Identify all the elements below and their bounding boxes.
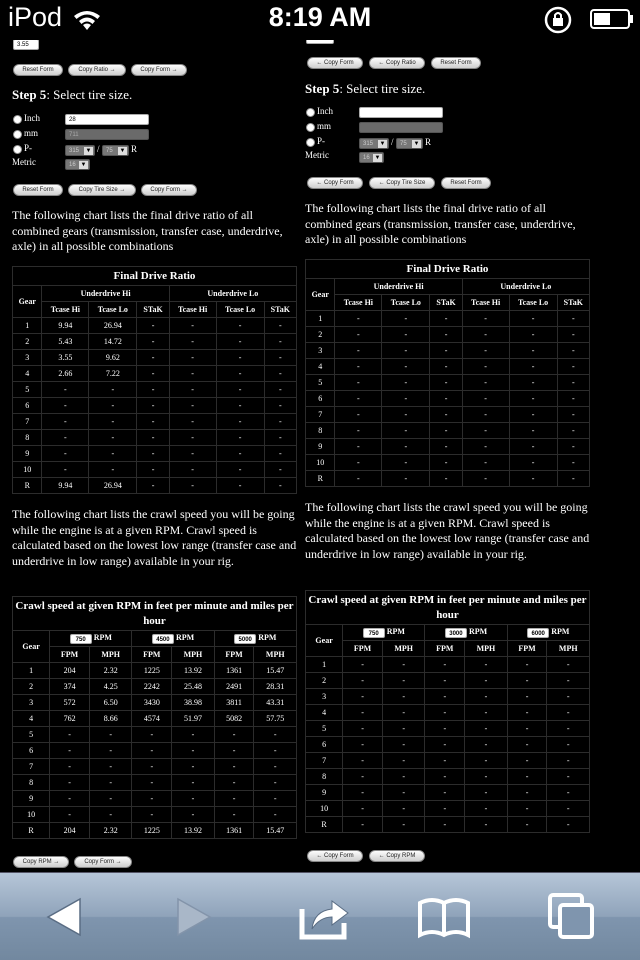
mm-label: mm: [24, 128, 39, 138]
slash-separator: /: [391, 137, 394, 147]
gear-header: Gear: [13, 631, 50, 663]
final-drive-description-right: The following chart lists the final drive ratio of all combined gears (transmission, transfer case, underdrive, axle) in all possible combinations: [305, 201, 576, 246]
column-headers: FPM MPH FPM MPH FPM MPH: [13, 647, 297, 663]
mm-radio-right[interactable]: [306, 123, 315, 132]
p-metric-radio[interactable]: [13, 145, 22, 154]
copy-form-left-button-2[interactable]: ← Copy Form: [307, 177, 363, 189]
table-row: R - - - - - -: [306, 817, 590, 833]
copy-rpm-left-button[interactable]: ← Copy RPM: [369, 850, 425, 862]
copy-form-button-3[interactable]: Copy Form →: [74, 856, 132, 868]
inch-label: Inch: [317, 106, 333, 116]
step5-heading: Step 5: Select tire size.: [12, 87, 133, 102]
rpm-input[interactable]: 6000: [527, 628, 549, 638]
table-row: 10 - - - - - -: [13, 807, 297, 823]
copy-form-button[interactable]: Copy Form →: [131, 64, 187, 76]
final-drive-description: The following chart lists the final drive ratio of all combined gears (transmission, transfer case, underdrive, axle) in all possible combinations: [12, 208, 283, 253]
rpm-input[interactable]: 750: [70, 634, 92, 644]
copy-ratio-left-button[interactable]: ← Copy Ratio: [369, 57, 425, 69]
table-row: 6 - - - - - -: [13, 398, 297, 414]
mm-label: mm: [317, 121, 332, 131]
table-row: 8 - - - - - -: [306, 769, 590, 785]
column-headers: Tcase Hi Tcase Lo STaK Tcase Hi Tcase Lo STaK: [13, 302, 297, 318]
table-row: 10 - - - - - -: [306, 801, 590, 817]
inch-radio-right[interactable]: [306, 108, 315, 117]
crawl-speed-description: The following chart lists the crawl speed you will be going while the engine is at a given RPM. Crawl speed is calculated based on the lowest low range (transfer case and underdrive in low range) available in your rig.: [12, 507, 297, 568]
table-row: 7 - - - - - -: [306, 407, 590, 423]
table-row: 4 2.66 7.22 - - - -: [13, 366, 297, 382]
table-row: 5 - - - - - -: [306, 721, 590, 737]
table-row: 3 3.55 9.62 - - - -: [13, 350, 297, 366]
rotation-lock-icon: [543, 5, 573, 35]
group-header: Underdrive Lo: [462, 279, 589, 295]
table-row: 1 - - - - - -: [306, 311, 590, 327]
tabs-icon[interactable]: [542, 887, 602, 947]
mm-field-right[interactable]: [359, 122, 443, 133]
rpm-header: 6000 RPM: [507, 625, 589, 641]
inch-field-right[interactable]: [359, 107, 443, 118]
table-row: 3 - - - - - -: [306, 689, 590, 705]
table-row: 8 - - - - - -: [13, 430, 297, 446]
table-row: 5 - - - - - -: [13, 382, 297, 398]
mm-radio[interactable]: [13, 130, 22, 139]
rpm-header: 4500 RPM: [132, 631, 214, 647]
table-row: 4 - - - - - -: [306, 359, 590, 375]
tire-width-select-right[interactable]: 315 ▼: [359, 138, 389, 149]
forward-icon[interactable]: [162, 887, 222, 947]
rim-select-right[interactable]: 16 ▼: [359, 152, 384, 163]
table-row: 1 9.94 26.94 - - - -: [13, 318, 297, 334]
table-row: 6 - - - - - -: [306, 391, 590, 407]
table-row: R 204 2.32 1225 13.92 1361 15.47: [13, 823, 297, 839]
browser-toolbar: [0, 872, 640, 960]
table-row: 6 - - - - - -: [306, 737, 590, 753]
axle-ratio-field-right[interactable]: [306, 40, 334, 44]
column-headers: Tcase Hi Tcase Lo STaK Tcase Hi Tcase Lo STaK: [306, 295, 590, 311]
rpm-input[interactable]: 4500: [152, 634, 174, 644]
group-header: Underdrive Hi: [42, 286, 169, 302]
slash-separator: /: [97, 144, 100, 154]
table-row: 10 - - - - - -: [13, 462, 297, 478]
copy-ratio-button[interactable]: Copy Ratio →: [68, 64, 126, 76]
table-row: 9 - - - - - -: [306, 785, 590, 801]
copy-form-button-2[interactable]: Copy Form →: [141, 184, 197, 196]
table-row: 3 - - - - - -: [306, 343, 590, 359]
table-title: Crawl speed at given RPM in feet per minute and miles per hour: [13, 597, 297, 631]
back-icon[interactable]: [34, 887, 94, 947]
crawl-speed-description-right: The following chart lists the crawl speed you will be going while the engine is at a given RPM. Crawl speed is calculated based on the lowest low range (transfer case and underdrive in low range) available in your rig.: [305, 500, 590, 561]
table-row: 2 374 4.25 2242 25.48 2491 28.31: [13, 679, 297, 695]
table-row: 9 - - - - - -: [13, 446, 297, 462]
table-row: 5 - - - - - -: [13, 727, 297, 743]
table-title: Final Drive Ratio: [306, 260, 590, 279]
rim-select[interactable]: 16 ▼: [65, 159, 90, 170]
inch-label: Inch: [24, 113, 40, 123]
final-drive-table-right: [305, 259, 590, 487]
table-row: 4 - - - - - -: [306, 705, 590, 721]
step5-heading-right: Step 5: Select tire size.: [305, 81, 426, 96]
gear-header: Gear: [306, 625, 343, 657]
table-title: Final Drive Ratio: [13, 267, 297, 286]
table-row: 2 - - - - - -: [306, 327, 590, 343]
table-row: 8 - - - - - -: [306, 423, 590, 439]
table-row: 3 572 6.50 3430 38.98 3811 43.31: [13, 695, 297, 711]
reset-form-button-right[interactable]: Reset Form: [431, 57, 481, 69]
table-row: 9 - - - - - -: [13, 791, 297, 807]
table-row: 10 - - - - - -: [306, 455, 590, 471]
mm-field[interactable]: 711: [65, 129, 149, 140]
table-row: 8 - - - - - -: [13, 775, 297, 791]
tire-aspect-select[interactable]: 75 ▼: [102, 145, 129, 156]
p-metric-radio-right[interactable]: [306, 138, 315, 147]
table-row: 1 204 2.32 1225 13.92 1361 15.47: [13, 663, 297, 679]
reset-form-button-right-2[interactable]: Reset Form: [441, 177, 491, 189]
table-title: Crawl speed at given RPM in feet per minute and miles per hour: [306, 591, 590, 625]
tire-aspect-select-right[interactable]: 75 ▼: [396, 138, 423, 149]
axle-ratio-field[interactable]: 3.55: [13, 40, 39, 50]
gear-header: Gear: [306, 279, 335, 311]
table-row: R 9.94 26.94 - - - -: [13, 478, 297, 494]
web-content[interactable]: [0, 40, 640, 872]
clock: 8:19 AM: [268, 2, 372, 32]
group-header: Underdrive Hi: [335, 279, 462, 295]
p-label: P-: [24, 143, 33, 153]
r-label: R: [425, 137, 432, 147]
rpm-header: 750 RPM: [50, 631, 132, 647]
gear-header: Gear: [13, 286, 42, 318]
table-row: 1 - - - - - -: [306, 657, 590, 673]
crawl-speed-table: [12, 596, 297, 839]
copy-rpm-button[interactable]: Copy RPM →: [13, 856, 69, 868]
metric-label: Metric: [12, 157, 36, 167]
share-icon[interactable]: [294, 887, 354, 947]
copy-tire-size-left-button[interactable]: ← Copy Tire Size: [369, 177, 435, 189]
final-drive-table: [12, 266, 297, 494]
column-headers: FPM MPH FPM MPH FPM MPH: [306, 641, 590, 657]
bookmarks-icon[interactable]: [414, 887, 474, 947]
table-row: 5 - - - - - -: [306, 375, 590, 391]
battery-icon: [590, 9, 634, 29]
rpm-header: 3000 RPM: [425, 625, 507, 641]
copy-tire-size-button[interactable]: Copy Tire Size →: [68, 184, 136, 196]
reset-form-button-2[interactable]: Reset Form: [13, 184, 63, 196]
table-row: 9 - - - - - -: [306, 439, 590, 455]
table-row: 7 - - - - - -: [13, 759, 297, 775]
copy-form-left-button[interactable]: ← Copy Form: [307, 57, 363, 69]
group-header: Underdrive Lo: [169, 286, 296, 302]
table-row: 4 762 8.66 4574 51.97 5082 57.75: [13, 711, 297, 727]
table-row: 6 - - - - - -: [13, 743, 297, 759]
table-row: R - - - - - -: [306, 471, 590, 487]
status-bar: [0, 0, 640, 40]
rpm-input[interactable]: 750: [363, 628, 385, 638]
p-label: P-: [317, 136, 326, 146]
table-row: 2 - - - - - -: [306, 673, 590, 689]
table-row: 2 5.43 14.72 - - - -: [13, 334, 297, 350]
rpm-input[interactable]: 5000: [234, 634, 256, 644]
rpm-header: 750 RPM: [343, 625, 425, 641]
reset-form-button[interactable]: Reset Form: [13, 64, 63, 76]
tire-width-select[interactable]: 315 ▼: [65, 145, 95, 156]
r-label: R: [131, 144, 138, 154]
table-row: 7 - - - - - -: [13, 414, 297, 430]
rpm-header: 5000 RPM: [214, 631, 296, 647]
copy-form-left-button-3[interactable]: ← Copy Form: [307, 850, 363, 862]
table-row: 7 - - - - - -: [306, 753, 590, 769]
inch-radio[interactable]: [13, 115, 22, 124]
carrier-label: iPod: [8, 2, 63, 32]
inch-field[interactable]: 28: [65, 114, 149, 125]
crawl-speed-table-right: [305, 590, 590, 833]
rpm-input[interactable]: 3000: [445, 628, 467, 638]
metric-label: Metric: [305, 150, 329, 160]
